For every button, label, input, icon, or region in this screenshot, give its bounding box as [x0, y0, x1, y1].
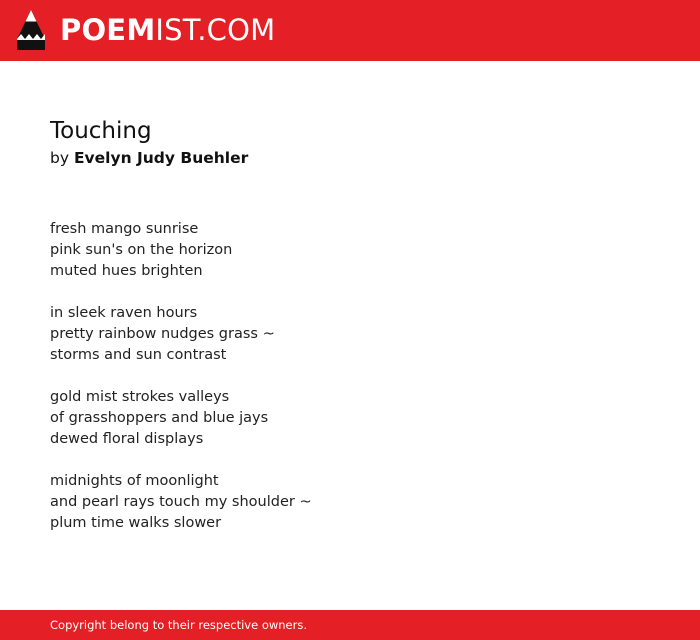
poem-line: dewed floral displays — [50, 431, 204, 447]
site-name-bold: POEM — [60, 13, 156, 47]
poem-line: pink sun's on the horizon — [50, 242, 233, 258]
pencil-tip-icon — [16, 9, 46, 51]
poem-line: muted hues brighten — [50, 263, 203, 279]
poem-title: Touching — [50, 118, 152, 144]
site-name-light: IST.COM — [155, 13, 276, 47]
poem-line: and pearl rays touch my shoulder ~ — [50, 494, 312, 510]
poem-author: Evelyn Judy Buehler — [73, 149, 249, 167]
poem-body — [50, 219, 670, 534]
stanza — [50, 303, 670, 366]
poem-line: gold mist strokes valleys — [50, 389, 230, 405]
stanza — [50, 387, 670, 450]
poem-line: plum time walks slower — [50, 515, 222, 531]
poem-line: midnights of moonlight — [50, 473, 219, 489]
stanza — [50, 471, 670, 534]
site-logo-link[interactable] — [16, 9, 275, 51]
poem-line: of grasshoppers and blue jays — [50, 410, 269, 426]
site-name — [60, 9, 275, 51]
poem-content — [50, 115, 670, 555]
poem-byline — [50, 147, 670, 169]
poem-line: in sleek raven hours — [50, 305, 198, 321]
stanza — [50, 219, 670, 282]
site-footer — [0, 610, 700, 640]
byline-prefix: by — [50, 149, 70, 167]
poem-line: storms and sun contrast — [50, 347, 227, 363]
poem-line: fresh mango sunrise — [50, 221, 199, 237]
poem-line: pretty rainbow nudges grass ~ — [50, 326, 275, 342]
site-header — [0, 0, 700, 61]
copyright-text: Copyright belong to their respective owners. — [50, 618, 308, 632]
